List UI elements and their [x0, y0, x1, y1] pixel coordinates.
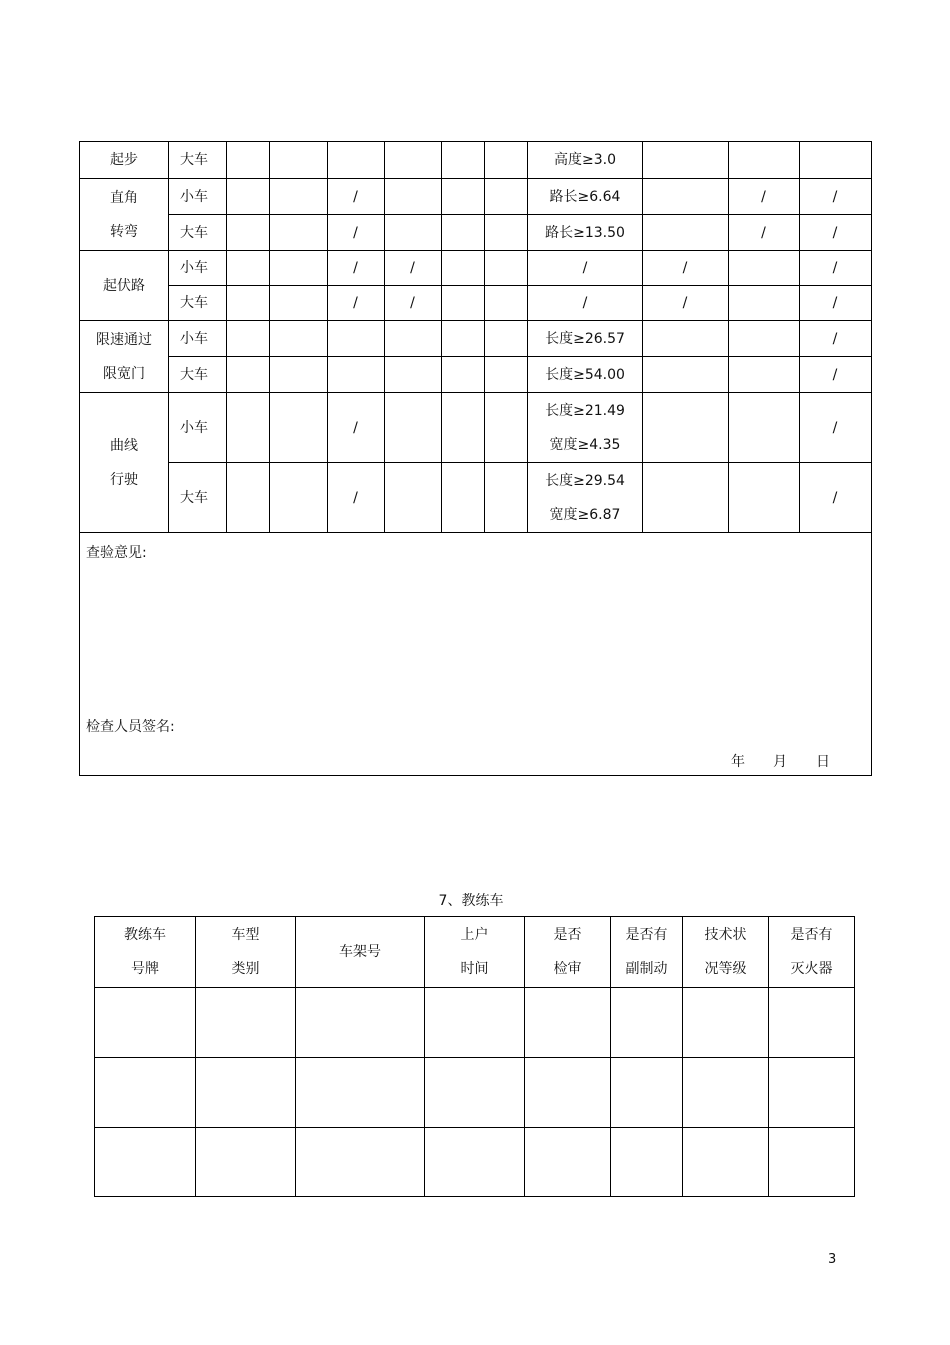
header-inspected-2: 检审: [553, 961, 582, 977]
right-angle-large-dash-3: /: [832, 224, 838, 241]
row-right-angle-label-1: 直角: [110, 189, 138, 206]
header-plate: [95, 917, 195, 987]
undulating-small-dash-2: /: [410, 260, 415, 276]
row-curve-label: [80, 393, 168, 532]
right-angle-large-dash-2: /: [761, 224, 766, 241]
row-start-vehicle: 大车: [180, 152, 208, 168]
curve-small-width: 宽度≥4.35: [549, 436, 621, 453]
row-start-requirement: 高度≥3.0: [554, 152, 616, 168]
undulating-small-dash-1: /: [353, 260, 358, 276]
undulating-large-dash-3: /: [582, 295, 588, 311]
curve-small-vehicle: 小车: [180, 419, 208, 436]
opinion-label: 查验意见:: [86, 545, 147, 561]
coach-vehicle-title: 7、教练车: [438, 893, 504, 909]
header-type-2: 类别: [231, 961, 260, 977]
date-month: 月: [773, 754, 787, 770]
curve-small-length: 长度≥21.49: [545, 402, 625, 419]
header-aux-brake-1: 是否有: [625, 927, 668, 943]
right-angle-small-requirement: 路长≥6.64: [549, 188, 621, 205]
row-start-label: 起步: [110, 152, 138, 168]
undulating-small-vehicle: 小车: [180, 260, 208, 276]
header-extinguisher: [769, 917, 854, 987]
row-right-angle-label-2: 转弯: [110, 223, 138, 240]
width-limit-small-requirement: 长度≥26.57: [545, 330, 625, 347]
header-aux-brake: [611, 917, 682, 987]
curve-large-length: 长度≥29.54: [545, 472, 625, 489]
row-width-limit-label-2: 限宽门: [103, 365, 145, 382]
curve-large-requirement: [528, 463, 642, 532]
header-tech-grade: [683, 917, 768, 987]
signer-label: 检查人员签名:: [86, 719, 175, 735]
width-limit-small-dash: /: [832, 330, 838, 347]
header-extinguisher-1: 是否有: [790, 927, 833, 943]
undulating-large-dash-1: /: [353, 295, 358, 311]
header-tech-grade-2: 况等级: [704, 961, 747, 977]
curve-small-dash-1: /: [353, 419, 358, 436]
right-angle-large-dash-1: /: [353, 224, 358, 241]
width-limit-large-requirement: 长度≥54.00: [545, 366, 625, 383]
header-plate-2: 号牌: [131, 961, 159, 977]
undulating-large-dash-2: /: [410, 295, 415, 311]
undulating-small-dash-4: /: [682, 260, 688, 276]
header-type: [196, 917, 295, 987]
curve-large-dash-1: /: [353, 489, 358, 506]
curve-large-vehicle: 大车: [180, 489, 208, 506]
header-inspected-1: 是否: [553, 927, 582, 943]
right-angle-small-dash-2: /: [761, 188, 766, 205]
width-limit-large-dash: /: [832, 366, 838, 383]
right-angle-large-vehicle: 大车: [180, 224, 208, 241]
date-year: 年: [731, 754, 745, 770]
curve-small-dash-2: /: [832, 419, 838, 436]
curve-small-requirement: [528, 393, 642, 462]
header-inspected: [525, 917, 610, 987]
header-plate-1: 教练车: [124, 927, 166, 943]
header-frame-number: 车架号: [339, 944, 381, 960]
header-register-time: [425, 917, 524, 987]
undulating-large-dash-4: /: [682, 295, 688, 311]
curve-large-width: 宽度≥6.87: [549, 506, 621, 523]
right-angle-small-vehicle: 小车: [180, 188, 208, 205]
undulating-large-vehicle: 大车: [180, 295, 208, 311]
header-register-time-2: 时间: [460, 961, 489, 977]
undulating-small-dash-3: /: [582, 260, 588, 276]
curve-large-dash-2: /: [832, 489, 838, 506]
header-register-time-1: 上户: [460, 927, 489, 943]
header-type-1: 车型: [231, 927, 260, 943]
date-day: 日: [816, 754, 830, 770]
undulating-small-dash-5: /: [832, 260, 838, 276]
undulating-large-dash-5: /: [832, 295, 838, 311]
page-number: 3: [828, 1252, 837, 1267]
header-extinguisher-2: 灭火器: [790, 961, 833, 977]
row-undulating-label: 起伏路: [103, 277, 145, 294]
row-curve-label-1: 曲线: [110, 437, 138, 454]
width-limit-large-vehicle: 大车: [180, 366, 208, 383]
row-right-angle-label: [80, 179, 168, 250]
header-aux-brake-2: 副制动: [625, 961, 668, 977]
row-curve-label-2: 行驶: [110, 471, 138, 488]
row-width-limit-label-1: 限速通过: [96, 331, 152, 348]
right-angle-large-requirement: 路长≥13.50: [545, 224, 625, 241]
right-angle-small-dash-1: /: [353, 188, 358, 205]
header-tech-grade-1: 技术状: [704, 927, 747, 943]
row-width-limit-label: [80, 321, 168, 392]
right-angle-small-dash-3: /: [832, 188, 838, 205]
width-limit-small-vehicle: 小车: [180, 330, 208, 347]
